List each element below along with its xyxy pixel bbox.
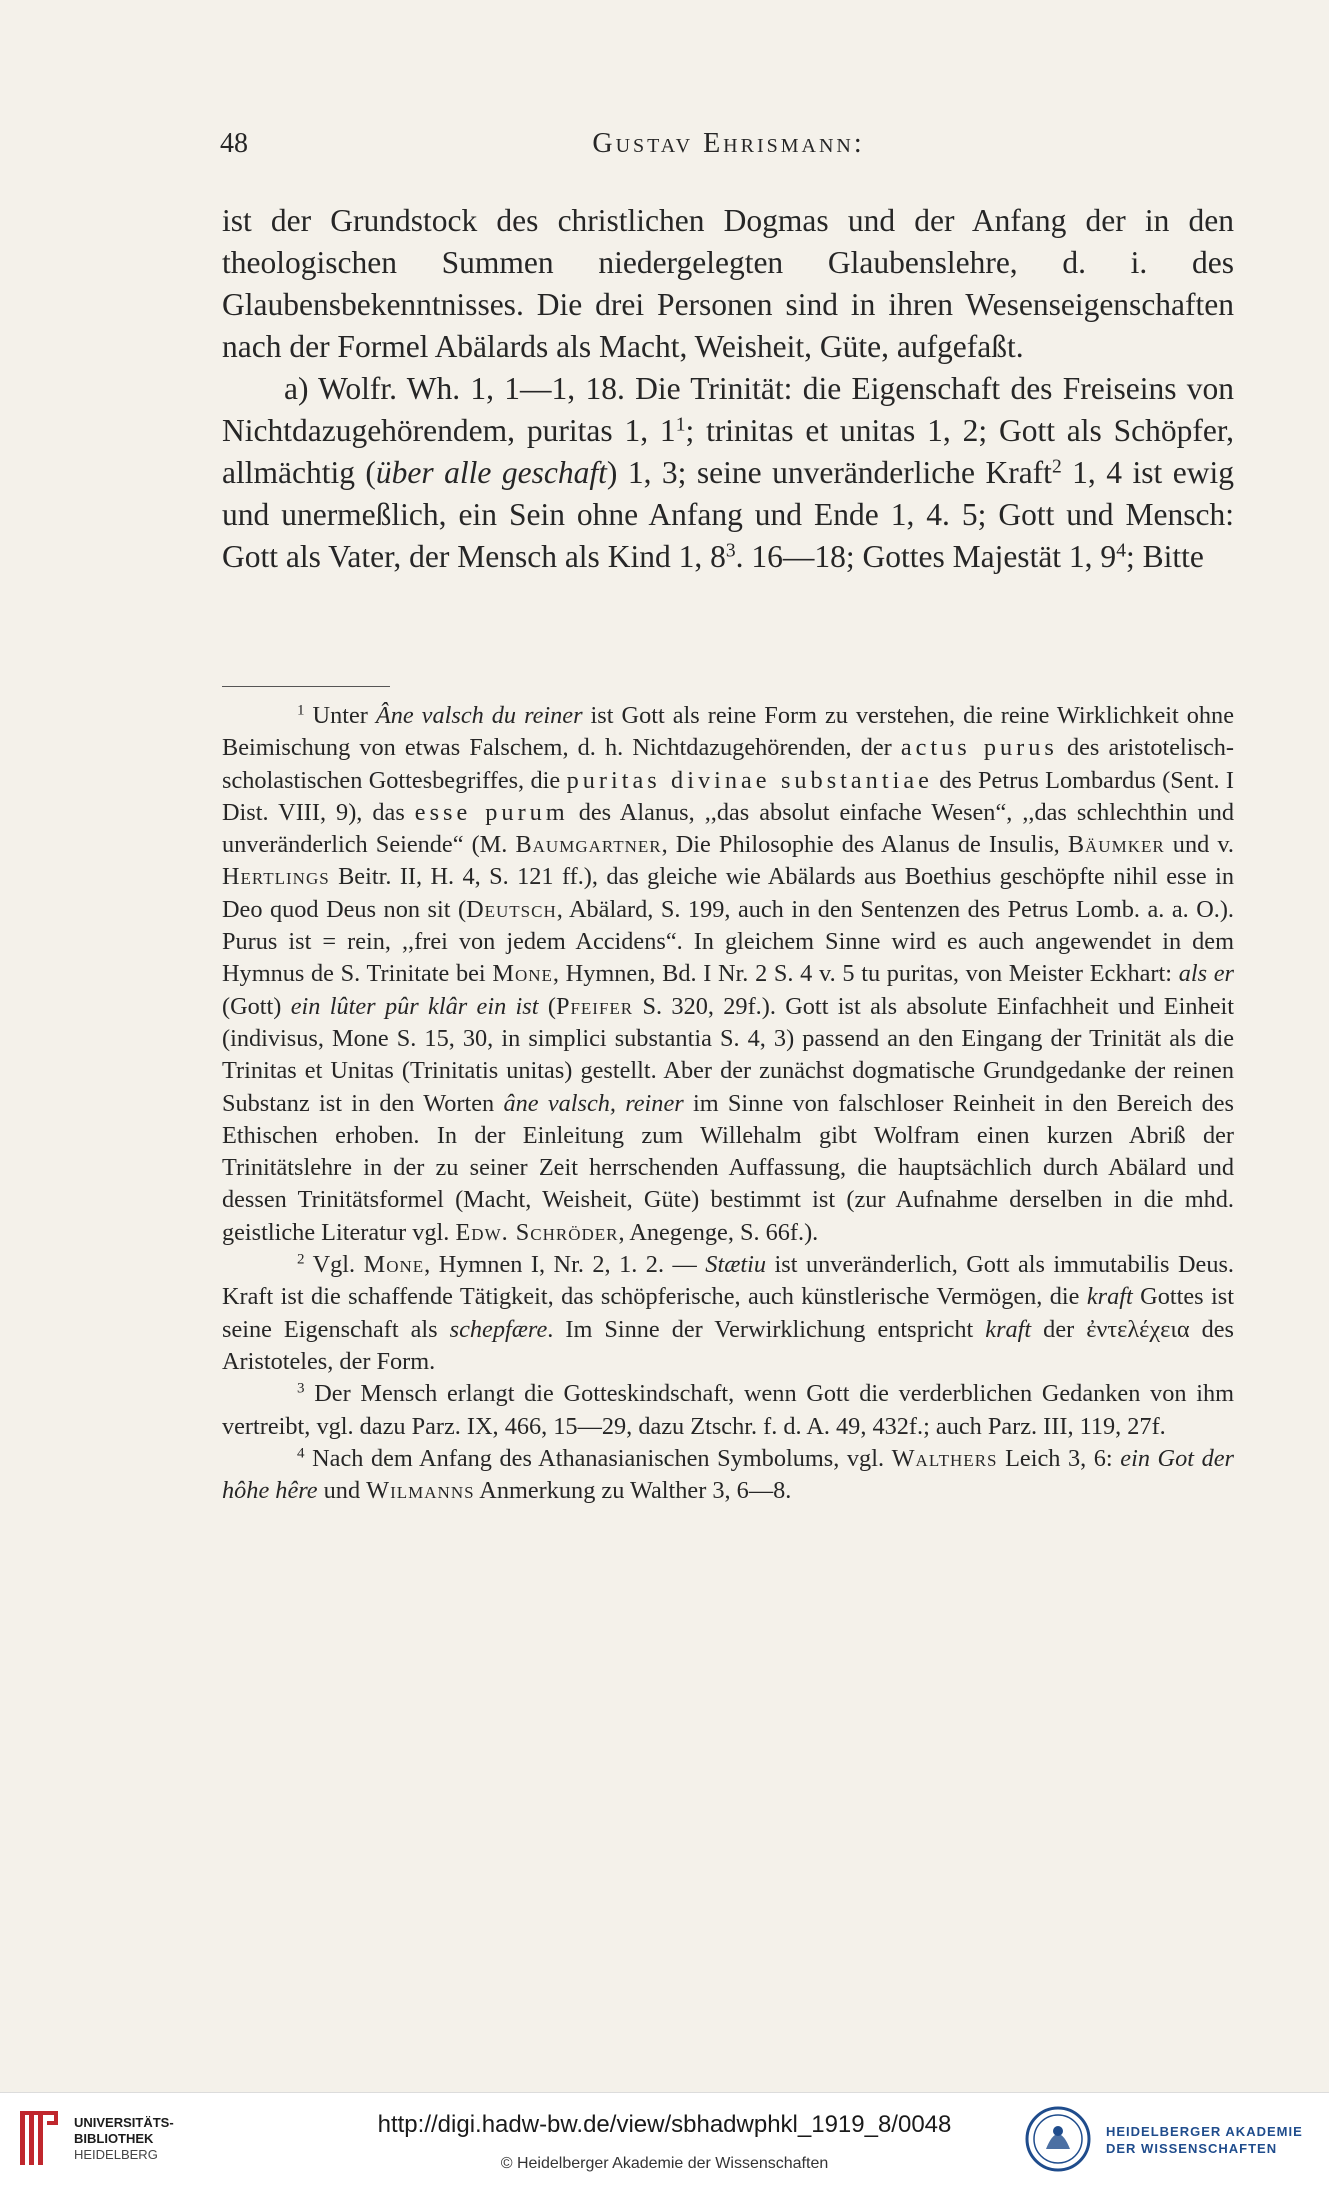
italic-quote: schepfære (449, 1315, 548, 1343)
text-run: ist unveränderlich, Gott als immutabilis Deus. Kraft ist die schaffende Tätigkeit, das schöpferische, auch künstlerische Vermögen, die (222, 1251, 1235, 1311)
text-run: ) 1, 3; seine unveränderliche Kraft (606, 455, 1052, 490)
copyright-notice: © Heidelberger Akademie der Wissenschaften (500, 2155, 829, 2172)
text-run: Gottes ist seine Eigenschaft als (222, 1283, 1234, 1343)
footnote-ref-4: 4 (1116, 540, 1126, 562)
author-name: Deutsch (466, 895, 557, 923)
text-run: der ἐντελέχεια des Aristoteles, der Form. (222, 1315, 1235, 1375)
italic-quote: âne valsch, reiner (503, 1089, 684, 1117)
footnote-4 (222, 1443, 1234, 1508)
text-run: Anmerkung zu Walther 3, 6—8. (474, 1477, 792, 1505)
text-run: Der Mensch erlangt die Gotteskindschaft, wenn Gott die verderblichen Gedanken von ihm vertreibt, vgl. dazu Parz. IX, 466, 15—29, dazu Ztschr. f. d. A. 49, 432f.; auch Parz. III, 119, 27f. (222, 1380, 1234, 1440)
author-name: Hertlings (222, 863, 330, 891)
text-run: Nach dem Anfang des Athanasianischen Symbolums, vgl. (304, 1444, 892, 1472)
text-run: ; Bitte (1125, 539, 1204, 574)
italic-quote: über alle geschaft (375, 455, 607, 490)
spaced-term: esse purum (414, 798, 569, 826)
library-line: UNIVERSITÄTS- (74, 2115, 174, 2130)
paragraph-1: ist der Grundstock des christlichen Dogmas und der Anfang der in den theologischen Summen niedergelegten Glaubenslehre, d. i. des Glaubensbekenntnisses. Die drei Personen sind in ihren Wesenseigenschaften nach der Formel Abälards als Macht, Weisheit, Güte, aufgefaßt. (222, 203, 1234, 364)
text-run: (Gott) (222, 992, 291, 1020)
page-number: 48 (220, 128, 248, 159)
library-line: HEIDELBERG (74, 2147, 158, 2162)
text-run: . Im Sinne der Verwirklichung entspricht (547, 1315, 986, 1343)
text-run: , Anegenge, S. 66f.). (618, 1218, 819, 1246)
text-run: ( (538, 992, 556, 1020)
academy-name (1106, 2123, 1303, 2157)
text-run: Beitr. II, H. 4, S. 121 ff.), das gleiche wie Abälards aus Boethius geschöpfte nihil esse in Deo quod Deus non sit ( (222, 863, 1234, 923)
page-header (220, 128, 1237, 168)
italic-quote: kraft (985, 1315, 1032, 1343)
text-run: , Hymnen, Bd. I Nr. 2 S. 4 v. 5 tu puritas, von Meister Eckhart: (552, 960, 1179, 988)
text-run: , Hymnen I, Nr. 2, 1. 2. — (424, 1251, 706, 1279)
author-name: Mone (492, 960, 553, 988)
text-run: Leich 3, 6: (997, 1444, 1121, 1472)
text-run: S. 320, 29f.). Gott ist als absolute Einfachheit und Einheit (indivisus, Mone S. 15, 30, in simplici substantia S. 4, 3) passend an den Eingang der Trinität als die Trinitas et Unitas (Trinitatis unitas) gestellt. Aber der zunächst dogmatische Grundgedanke der reinen Substanz ist in den Worten (222, 992, 1234, 1117)
permalink-url[interactable]: http://digi.hadw-bw.de/view/sbhadwphkl_1919_8/0048 (377, 2111, 952, 2138)
author-name: Baumgartner (515, 831, 662, 859)
text-run: Unter (304, 702, 376, 729)
academy-line: DER WISSENSCHAFTEN (1106, 2141, 1278, 2156)
footnote-separator (222, 686, 390, 687)
footnote-3 (222, 1378, 1234, 1443)
library-line: BIBLIOTHEK (74, 2131, 154, 2146)
text-run: ; trinitas et unitas 1, 2; Gott als Schöpfer, allmächtig ( (222, 413, 1234, 490)
spaced-term: actus purus (900, 734, 1058, 762)
text-run: und (317, 1477, 367, 1505)
italic-quote: Stætiu (705, 1251, 767, 1279)
academy-line: HEIDELBERGER AKADEMIE (1106, 2124, 1303, 2139)
footnote-ref-2: 2 (1051, 456, 1062, 478)
text-run: des Alanus, ,,das absolut einfache Wesen“, ,,das schlechthin und unveränderlich Seiende“ (M. (222, 798, 1234, 859)
text-run: 1, 4 ist ewig und unermeßlich, ein Sein ohne Anfang und Ende 1, 4. 5; Gott und Mensch: Gott als Vater, der Mensch als Kind 1, 8 (222, 455, 1234, 574)
footnote-number: 4 (297, 1445, 305, 1462)
spaced-term: puritas divinae substantiae (566, 766, 933, 794)
footnote-number: 2 (297, 1251, 305, 1268)
text-run: , Abälard, S. 199, auch in den Sentenzen des Petrus Lomb. a. a. O.). Purus ist = rein, ,,frei von jedem Accidens“. In gleichem Sinne wird es auch angewendet in dem Hymnus de S. Trinitate bei (222, 895, 1234, 988)
academy-seal-icon (1024, 2105, 1092, 2173)
text-run: und v. (1164, 831, 1234, 859)
main-text (222, 200, 1234, 578)
author-name: Edw. Schröder (455, 1218, 619, 1246)
text-run: a) Wolfr. Wh. 1, 1—1, 18. Die Trinität: die Eigenschaft des Freiseins von Nichtdazugehörendem, puritas 1, 1 (222, 371, 1234, 448)
text-run: Vgl. (304, 1251, 364, 1279)
author-name: Bäumker (1067, 831, 1165, 859)
footnote-number: 3 (297, 1380, 305, 1397)
footnote-2 (222, 1249, 1234, 1378)
footnote-ref-1: 1 (675, 414, 686, 436)
italic-quote: ein lûter pûr klâr ein ist (290, 992, 539, 1020)
text-run: im Sinne von falschloser Reinheit in den Bereich des Ethischen erhoben. In der Einleitung zum Willehalm gibt Wolfram einen kurzen Abriß der Trinitätslehre in der zu seiner Zeit herrschenden Auffassung, die hauptsächlich durch Abälard und dessen Trinitätsformel (Macht, Weisheit, Güte) bestimmt ist (zur Aufnahme derselben in die mhd. geistliche Literatur vgl. (222, 1089, 1234, 1246)
italic-quote: Âne valsch du reiner (375, 702, 583, 729)
italic-quote: kraft (1086, 1283, 1133, 1311)
paragraph-2 (222, 368, 1234, 578)
footnote-ref-3: 3 (725, 540, 736, 562)
author-name: Mone (363, 1251, 425, 1279)
running-head: Gustav Ehrismann: (592, 128, 865, 159)
author-name: Wilmanns (366, 1477, 475, 1505)
text-run: , Die Philosophie des Alanus de Insulis, (661, 831, 1068, 859)
italic-quote: als er (1178, 960, 1235, 988)
author-name: Walthers (891, 1444, 998, 1472)
text-run: des Petrus Lombardus (Sent. I Dist. VIII, 9), das (222, 766, 1234, 826)
text-run: ist Gott als reine Form zu verstehen, die reine Wirklichkeit ohne Beimischung von etwas Falschem, d. h. Nichtdazugehörenden, der (222, 702, 1234, 762)
scan-footer (0, 2092, 1329, 2187)
text-run: . 16—18; Gottes Majestät 1, 9 (735, 539, 1117, 574)
italic-quote: ein Got der hôhe hêre (222, 1444, 1234, 1505)
author-name: Pfeifer (555, 992, 634, 1020)
footnote-1 (222, 700, 1234, 1249)
text-run: des aristotelisch-scholastischen Gottesbegriffes, die (222, 734, 1234, 794)
footnote-number: 1 (297, 702, 305, 719)
footnotes (222, 700, 1234, 1507)
